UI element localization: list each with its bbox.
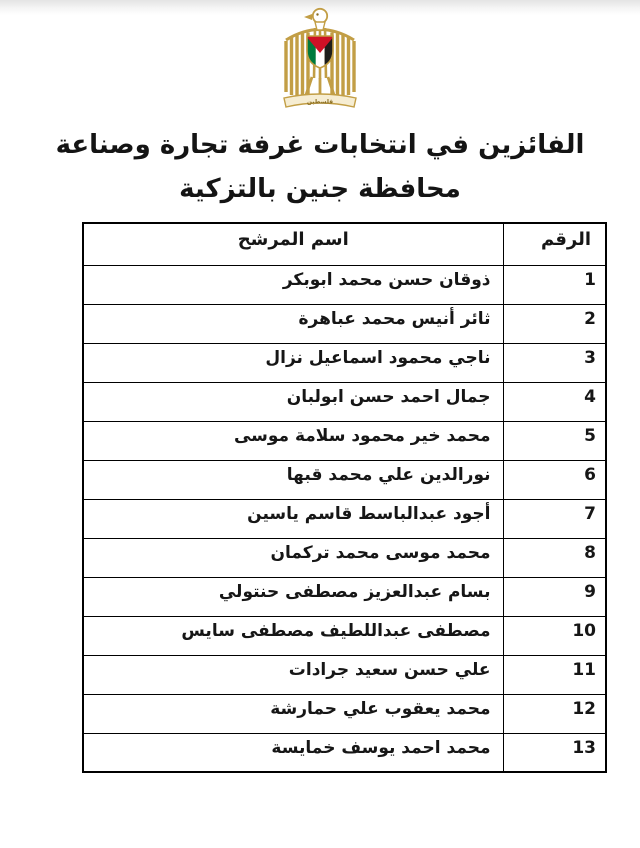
candidate-name-cell: ناجي محمود اسماعيل نزال bbox=[83, 343, 503, 382]
row-number-cell: 4 bbox=[503, 382, 606, 421]
column-header-name: اسم المرشح bbox=[83, 223, 503, 265]
candidate-name-cell: بسام عبدالعزيز مصطفى حنتولي bbox=[83, 577, 503, 616]
candidate-name-cell: علي حسن سعيد جرادات bbox=[83, 655, 503, 694]
table-row bbox=[83, 694, 606, 733]
page-title-line-2: محافظة جنين بالتزكية bbox=[179, 174, 461, 204]
table-row bbox=[83, 265, 606, 304]
table-row bbox=[83, 538, 606, 577]
candidate-name-cell: أجود عبدالباسط قاسم ياسين bbox=[83, 499, 503, 538]
row-number-cell: 3 bbox=[503, 343, 606, 382]
banner-ribbon bbox=[284, 94, 356, 107]
table-row bbox=[83, 616, 606, 655]
winners-table bbox=[82, 222, 607, 773]
row-number-cell: 8 bbox=[503, 538, 606, 577]
candidate-name-cell: جمال احمد حسن ابولبان bbox=[83, 382, 503, 421]
candidate-name-cell: ذوقان حسن محمد ابوبكر bbox=[83, 265, 503, 304]
row-number-cell: 12 bbox=[503, 694, 606, 733]
table-row bbox=[83, 304, 606, 343]
eagle-of-saladin-icon bbox=[274, 4, 366, 108]
row-number-cell: 1 bbox=[503, 265, 606, 304]
candidate-name-cell: نورالدين علي محمد قبها bbox=[83, 460, 503, 499]
table-row bbox=[83, 343, 606, 382]
candidate-name-cell: ثائر أنيس محمد عباهرة bbox=[83, 304, 503, 343]
table-row bbox=[83, 499, 606, 538]
palestine-emblem bbox=[274, 4, 366, 108]
candidate-name-cell: محمد خير محمود سلامة موسى bbox=[83, 421, 503, 460]
table-row bbox=[83, 655, 606, 694]
table-row bbox=[83, 421, 606, 460]
column-header-number: الرقم bbox=[503, 223, 606, 265]
row-number-cell: 9 bbox=[503, 577, 606, 616]
table-row bbox=[83, 733, 606, 772]
page-title bbox=[0, 123, 640, 211]
row-number-cell: 7 bbox=[503, 499, 606, 538]
table-row bbox=[83, 577, 606, 616]
row-number-cell: 5 bbox=[503, 421, 606, 460]
row-number-cell: 2 bbox=[503, 304, 606, 343]
candidate-name-cell: محمد موسى محمد تركمان bbox=[83, 538, 503, 577]
row-number-cell: 13 bbox=[503, 733, 606, 772]
eagle-left-wing bbox=[286, 33, 308, 101]
row-number-cell: 6 bbox=[503, 460, 606, 499]
eagle-tail bbox=[306, 77, 334, 96]
row-number-cell: 11 bbox=[503, 655, 606, 694]
row-number-cell: 10 bbox=[503, 616, 606, 655]
table-row bbox=[83, 460, 606, 499]
eagle-right-wing bbox=[332, 33, 354, 101]
candidate-name-cell: محمد يعقوب علي حمارشة bbox=[83, 694, 503, 733]
candidate-name-cell: محمد احمد يوسف خمايسة bbox=[83, 733, 503, 772]
banner-text: فلسطين bbox=[306, 98, 334, 106]
candidate-name-cell: مصطفى عبداللطيف مصطفى سايس bbox=[83, 616, 503, 655]
page-title-line-1: الفائزين في انتخابات غرفة تجارة وصناعة bbox=[55, 130, 585, 160]
eagle-head bbox=[304, 9, 327, 30]
winners-table-body bbox=[83, 265, 606, 772]
table-header-row bbox=[83, 223, 606, 265]
table-row bbox=[83, 382, 606, 421]
